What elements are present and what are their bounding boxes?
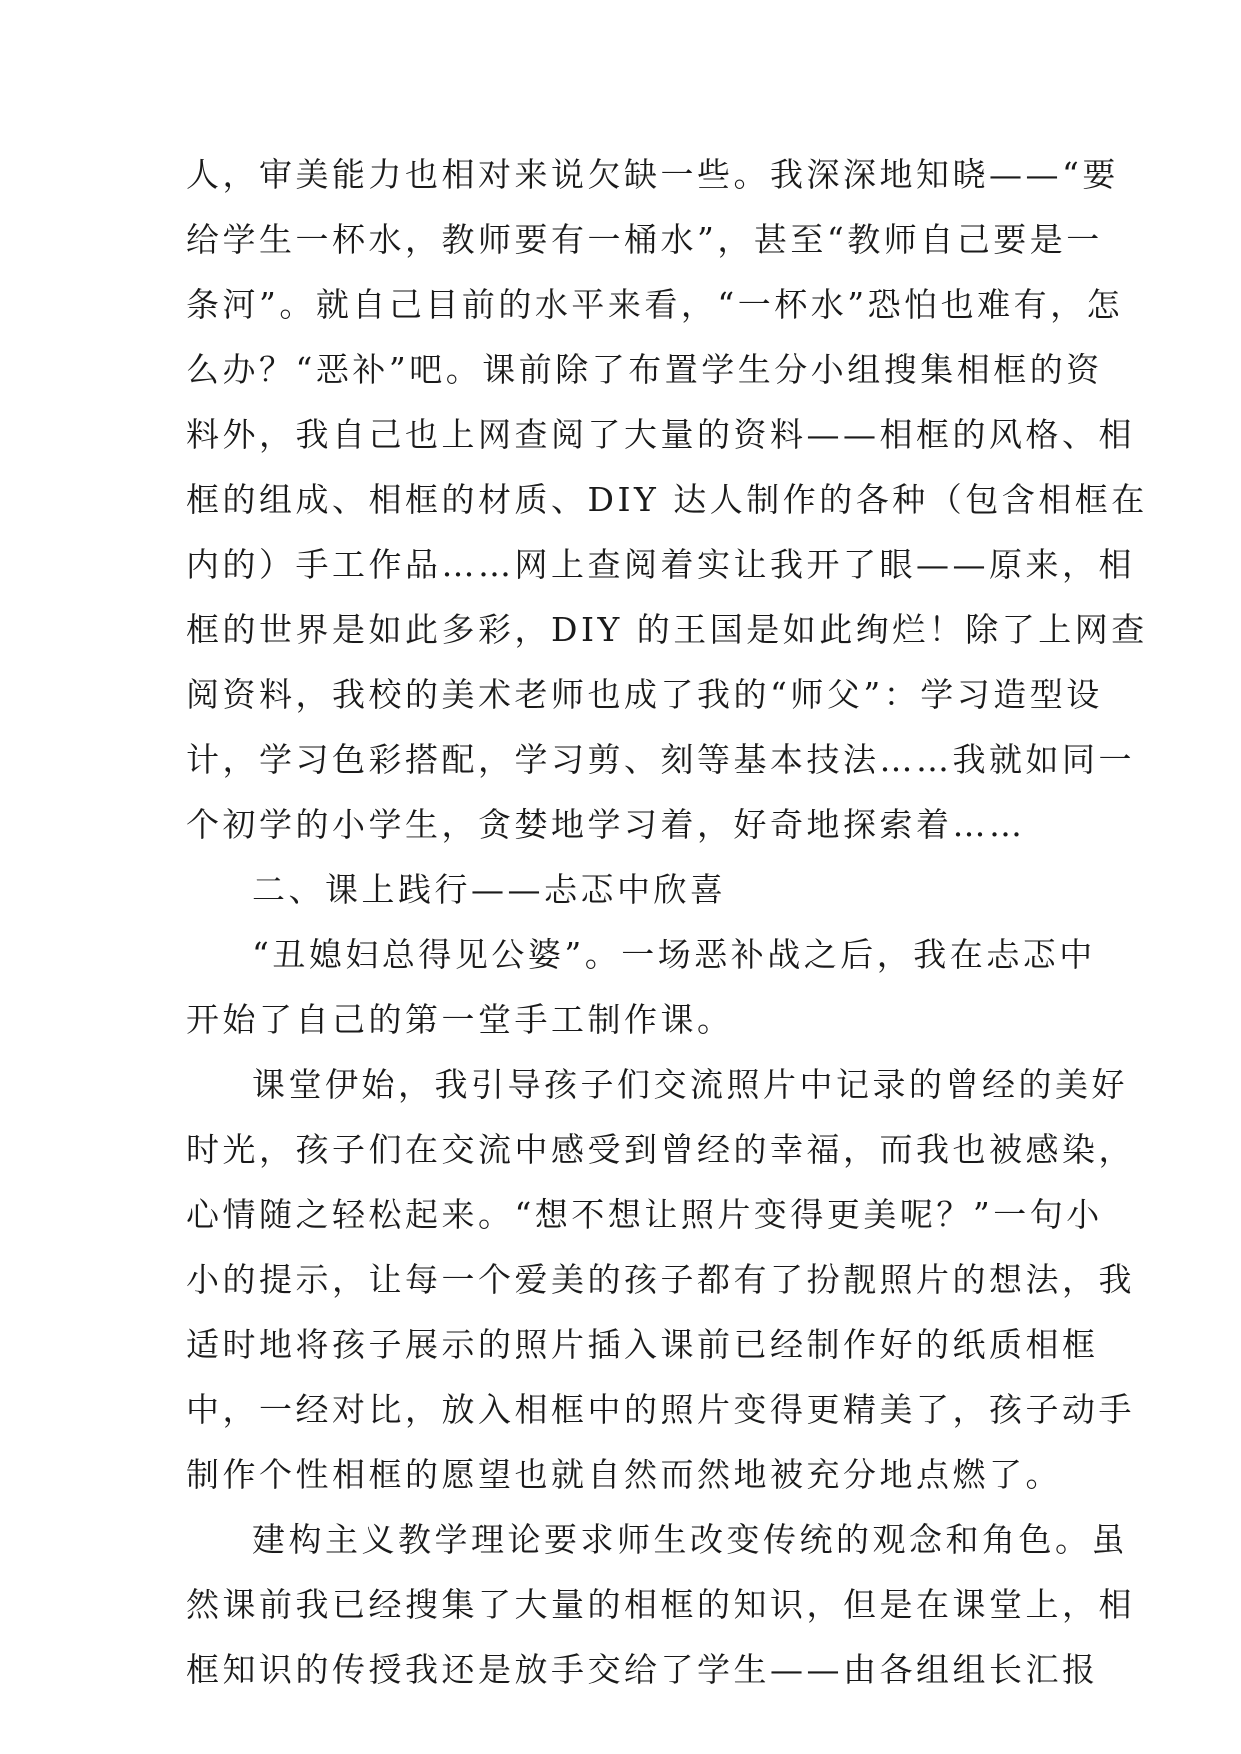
text-line: 心情随之轻松起来。“想不想让照片变得更美呢？”一句小 bbox=[186, 1195, 1103, 1234]
text-line: 计，学习色彩搭配，学习剪、刻等基本技法……我就如同一 bbox=[186, 740, 1135, 779]
paragraph-first-line: 课堂伊始，我引导孩子们交流照片中记录的曾经的美好 bbox=[252, 1065, 1128, 1104]
section-heading: 二、课上践行——忐忑中欣喜 bbox=[252, 870, 727, 909]
text-line: 料外，我自己也上网查阅了大量的资料——相框的风格、相 bbox=[186, 415, 1135, 454]
paragraph-first-line: 建构主义教学理论要求师生改变传统的观念和角色。虽 bbox=[252, 1520, 1128, 1559]
text-line: 然课前我已经搜集了大量的相框的知识，但是在课堂上，相 bbox=[186, 1585, 1135, 1624]
text-line: 条河”。就自己目前的水平来看，“一杯水”恐怕也难有，怎 bbox=[186, 285, 1124, 324]
text-line: 人，审美能力也相对来说欠缺一些。我深深地知晓——“要 bbox=[186, 155, 1119, 194]
text-line: 框的世界是如此多彩，DIY 的王国是如此绚烂！除了上网查 bbox=[186, 610, 1148, 649]
text-line: 开始了自己的第一堂手工制作课。 bbox=[186, 1000, 734, 1039]
text-line: 制作个性相框的愿望也就自然而然地被充分地点燃了。 bbox=[186, 1455, 1062, 1494]
text-line: 个初学的小学生，贪婪地学习着，好奇地探索着…… bbox=[186, 805, 1026, 844]
text-line: 中，一经对比，放入相框中的照片变得更精美了，孩子动手 bbox=[186, 1390, 1135, 1429]
text-line: 小的提示，让每一个爱美的孩子都有了扮靓照片的想法，我 bbox=[186, 1260, 1135, 1299]
text-line: 框的组成、相框的材质、DIY 达人制作的各种（包含相框在 bbox=[186, 480, 1148, 519]
document-body bbox=[186, 142, 1148, 1702]
text-line: 阅资料，我校的美术老师也成了我的“师父”：学习造型设 bbox=[186, 675, 1103, 714]
text-line: 么办？“恶补”吧。课前除了布置学生分小组搜集相框的资 bbox=[186, 350, 1103, 389]
text-line: 给学生一杯水，教师要有一桶水”，甚至“教师自己要是一 bbox=[186, 220, 1103, 259]
text-line: 时光，孩子们在交流中感受到曾经的幸福，而我也被感染， bbox=[186, 1130, 1135, 1169]
text-line: 内的）手工作品……网上查阅着实让我开了眼——原来，相 bbox=[186, 545, 1135, 584]
text-line: 框知识的传授我还是放手交给了学生——由各组组长汇报 bbox=[186, 1650, 1099, 1689]
text-line: 适时地将孩子展示的照片插入课前已经制作好的纸质相框 bbox=[186, 1325, 1099, 1364]
paragraph-first-line: “丑媳妇总得见公婆”。一场恶补战之后，我在忐忑中 bbox=[252, 935, 1096, 974]
